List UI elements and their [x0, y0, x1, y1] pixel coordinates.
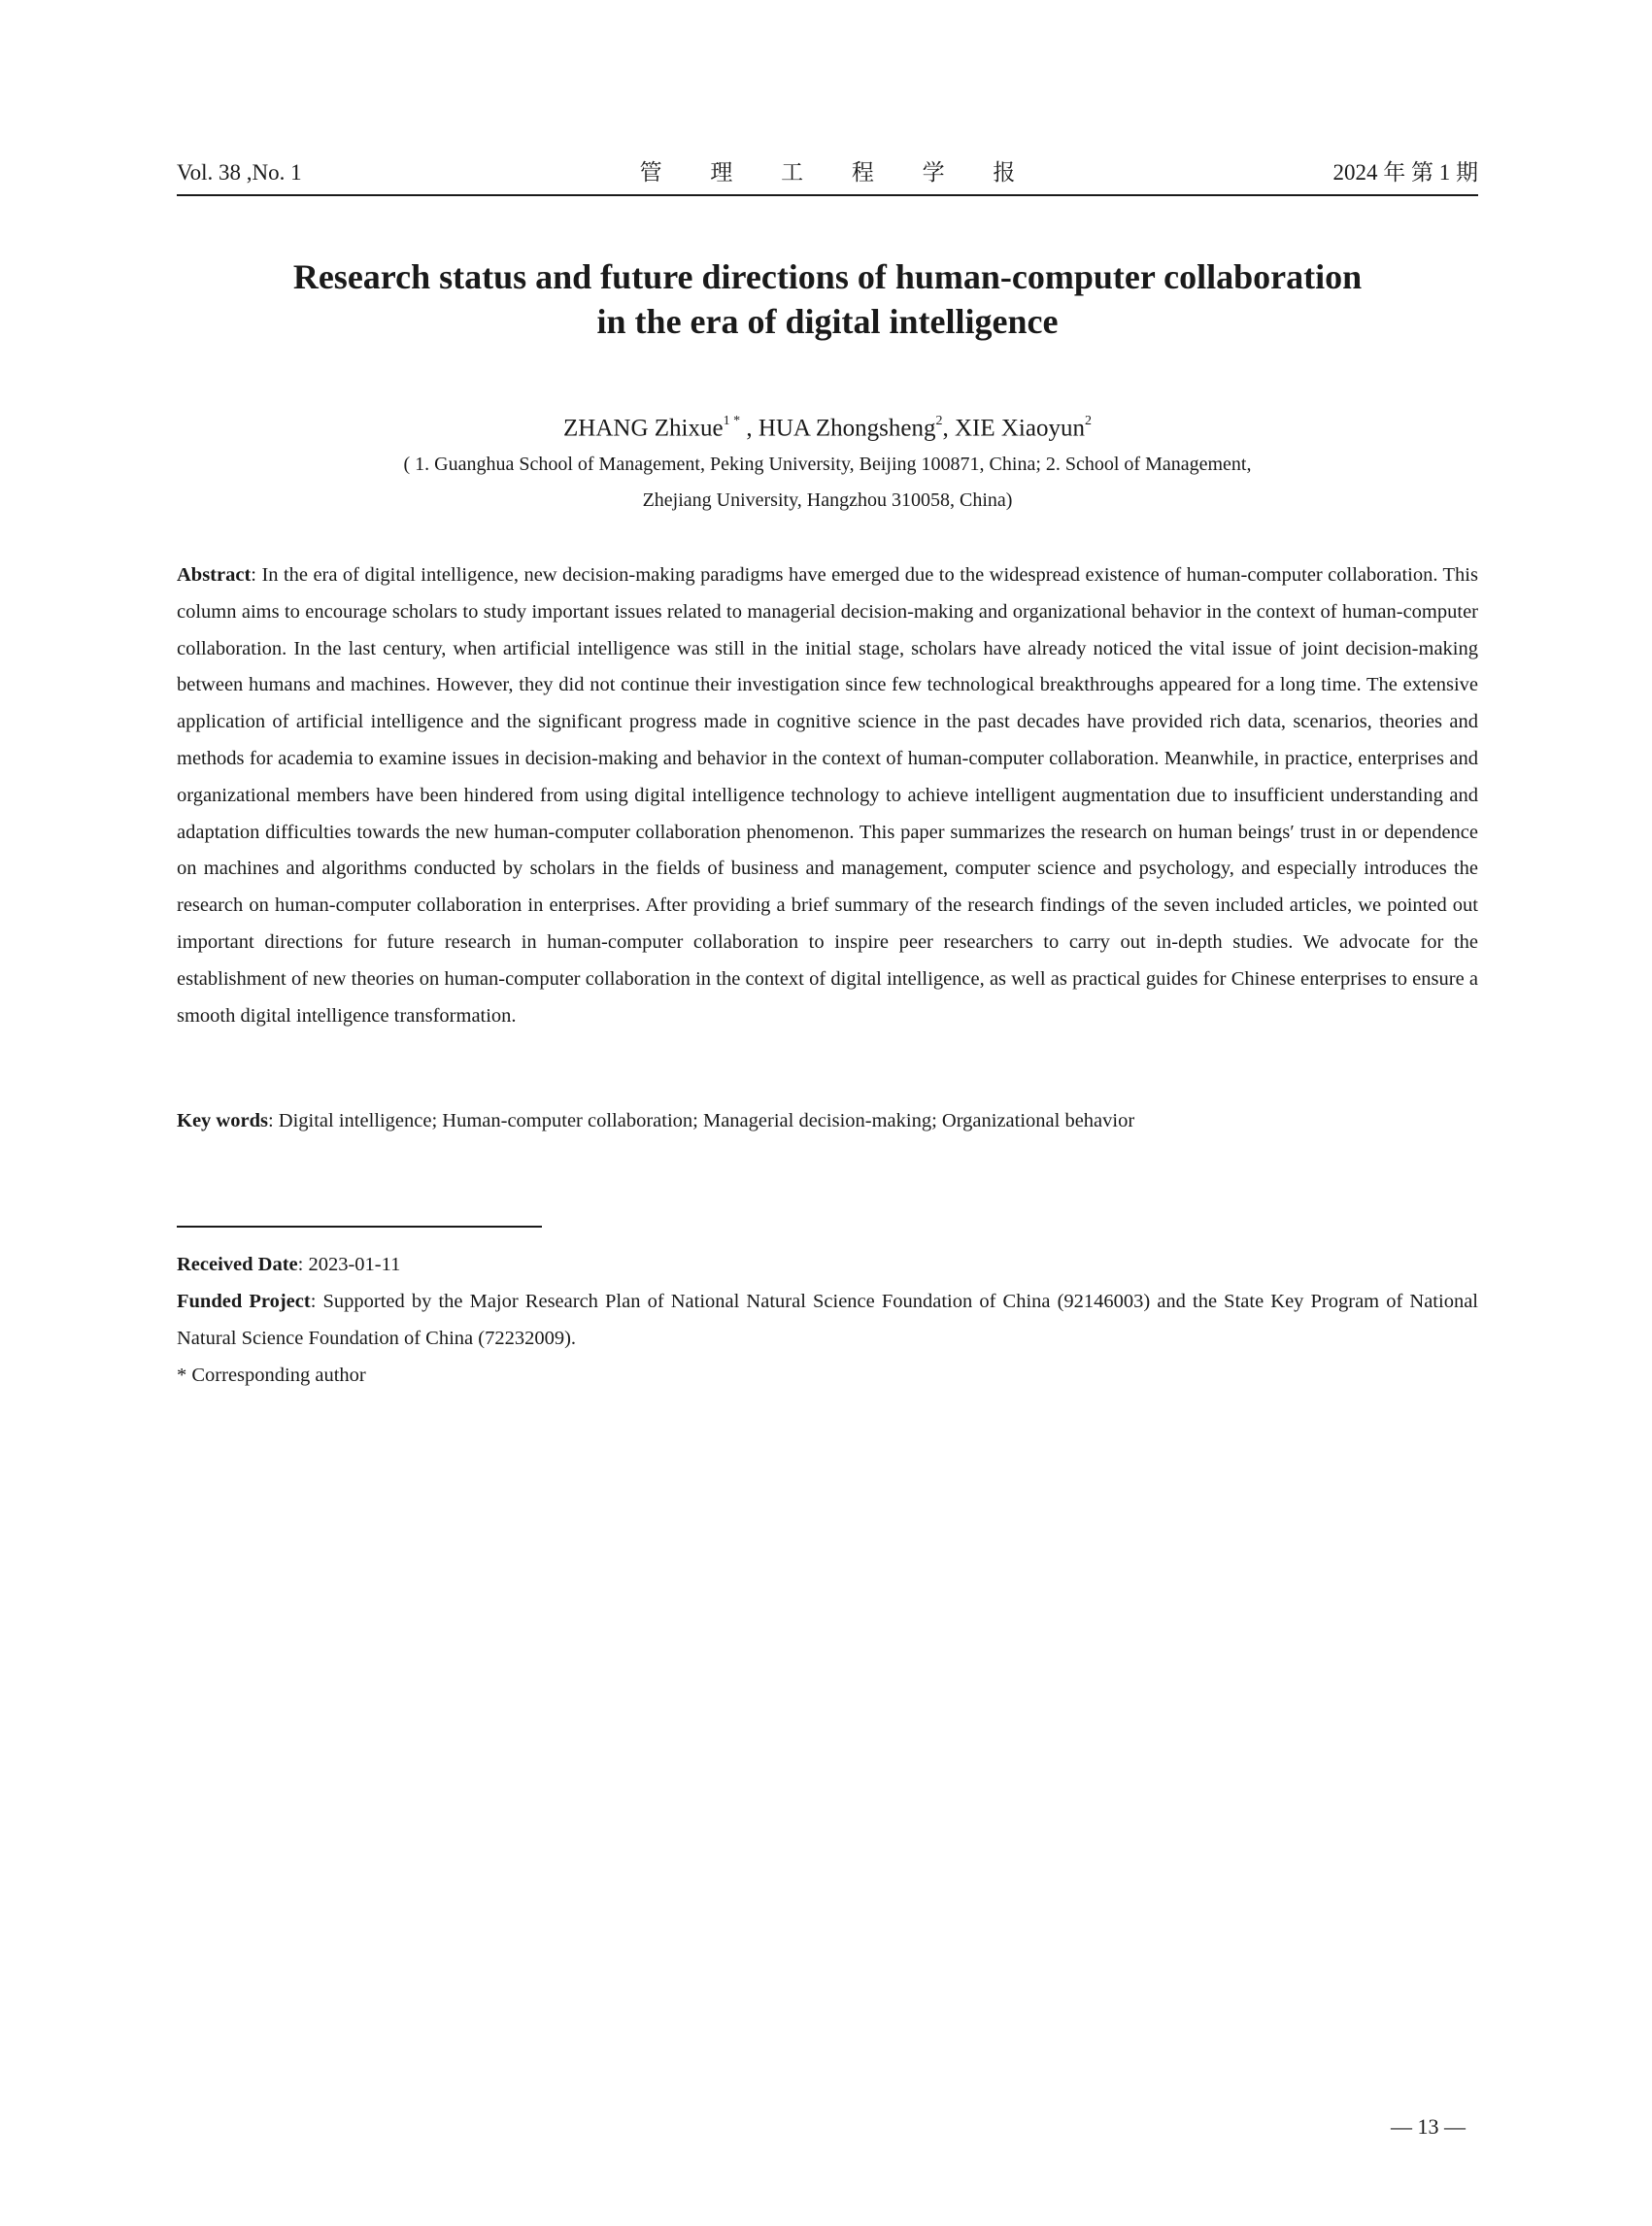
author-3-affil-marker: 2 — [1084, 414, 1092, 428]
received-date-label: Received Date — [177, 1254, 298, 1275]
author-1-name: ZHANG Zhixue — [563, 415, 724, 442]
author-separator: , — [942, 415, 955, 442]
title-line-1: Research status and future directions of human-computer collaboration — [292, 257, 1363, 296]
footnotes — [177, 1246, 1478, 1394]
funded-project-separator: : — [310, 1291, 323, 1312]
author-2-affil-marker: 2 — [935, 414, 943, 428]
funded-project — [177, 1283, 1478, 1357]
author-list — [177, 406, 1478, 446]
running-header — [177, 155, 1478, 196]
author-1-affil-marker: 1 * — [723, 414, 741, 428]
abstract-text: In the era of digital intelligence, new decision-making paradigms have emerged due to the widespread existence of human-computer collaboration. This column aims to encourage scholars to study important issues related to managerial decision-making and organizational behavior in the context of human-computer collaboration. In the last century, when artificial intelligence was still in the initial stage, scholars have already noticed the vital issue of joint decision-making between humans and machines. However, they did not continue their investigation since few technological breakthroughs appeared for a long time. The extensive application of artificial intelligence and the significant progress made in cognitive science in the past decades have provided rich data, scenarios, theories and methods for academia to examine issues in decision-making and behavior in the context of human-computer collaboration. Meanwhile, in practice, enterprises and organizational members have been hindered from using digital intelligence technology to achieve intelligent augmentation due to insufficient understanding and adaptation difficulties towards the new human-computer collaboration phenomenon. This paper summarizes the research on human beings′ trust in or dependence on machines and algorithms conducted by scholars in the fields of business and management, computer science and psychology, and especially introduces the research on human-computer collaboration in enterprises. After providing a brief summary of the research findings of the seven included articles, we pointed out important directions for future research in human-computer collaboration to inspire peer researchers to carry out in-depth studies. We advocate for the establishment of new theories on human-computer collaboration in the context of digital intelligence, as well as practical guides for Chinese enterprises to ensure a smooth digital intelligence transformation. — [177, 564, 1478, 1027]
abstract-separator: : — [251, 564, 262, 586]
funded-project-text: Supported by the Major Research Plan of National Natural Science Foundation of China (92146003) and the State Key Program of National Natural Science Foundation of China (72232009). — [177, 1291, 1478, 1349]
author-3-name: XIE Xiaoyun — [954, 415, 1085, 442]
abstract-label: Abstract — [177, 564, 252, 586]
keywords-text: Digital intelligence; Human-computer collaboration; Managerial decision-making; Organizational behavior — [278, 1110, 1135, 1131]
header-journal-name: 管 理 工 程 学 报 — [639, 160, 1037, 185]
keywords-separator: : — [267, 1110, 279, 1131]
author-2-name: HUA Zhongsheng — [758, 415, 936, 442]
keywords-label: Key words — [177, 1110, 268, 1131]
header-volume: Vol. 38 ,No. 1 — [177, 160, 302, 185]
page-number: — 13 — — [1391, 2114, 1466, 2139]
keywords — [177, 1103, 1478, 1139]
received-date-value: 2023-01-11 — [308, 1254, 401, 1275]
author-separator: , — [740, 415, 759, 442]
affiliations — [177, 447, 1478, 519]
affiliation-line-1: ( 1. Guanghua School of Management, Peking University, Beijing 100871, China; 2. School of Management, — [403, 454, 1252, 475]
corresponding-author-note: * Corresponding author — [177, 1365, 366, 1386]
footnote-divider — [177, 1226, 542, 1228]
received-date — [177, 1246, 1478, 1283]
title-line-2: in the era of digital intelligence — [596, 302, 1059, 341]
abstract — [177, 557, 1478, 1034]
funded-project-label: Funded Project — [177, 1291, 311, 1312]
affiliation-line-2: Zhejiang University, Hangzhou 310058, China) — [642, 489, 1013, 511]
received-date-separator: : — [297, 1254, 309, 1275]
paper-title — [177, 254, 1478, 344]
header-issue: 2024 年 第 1 期 — [1332, 160, 1478, 185]
